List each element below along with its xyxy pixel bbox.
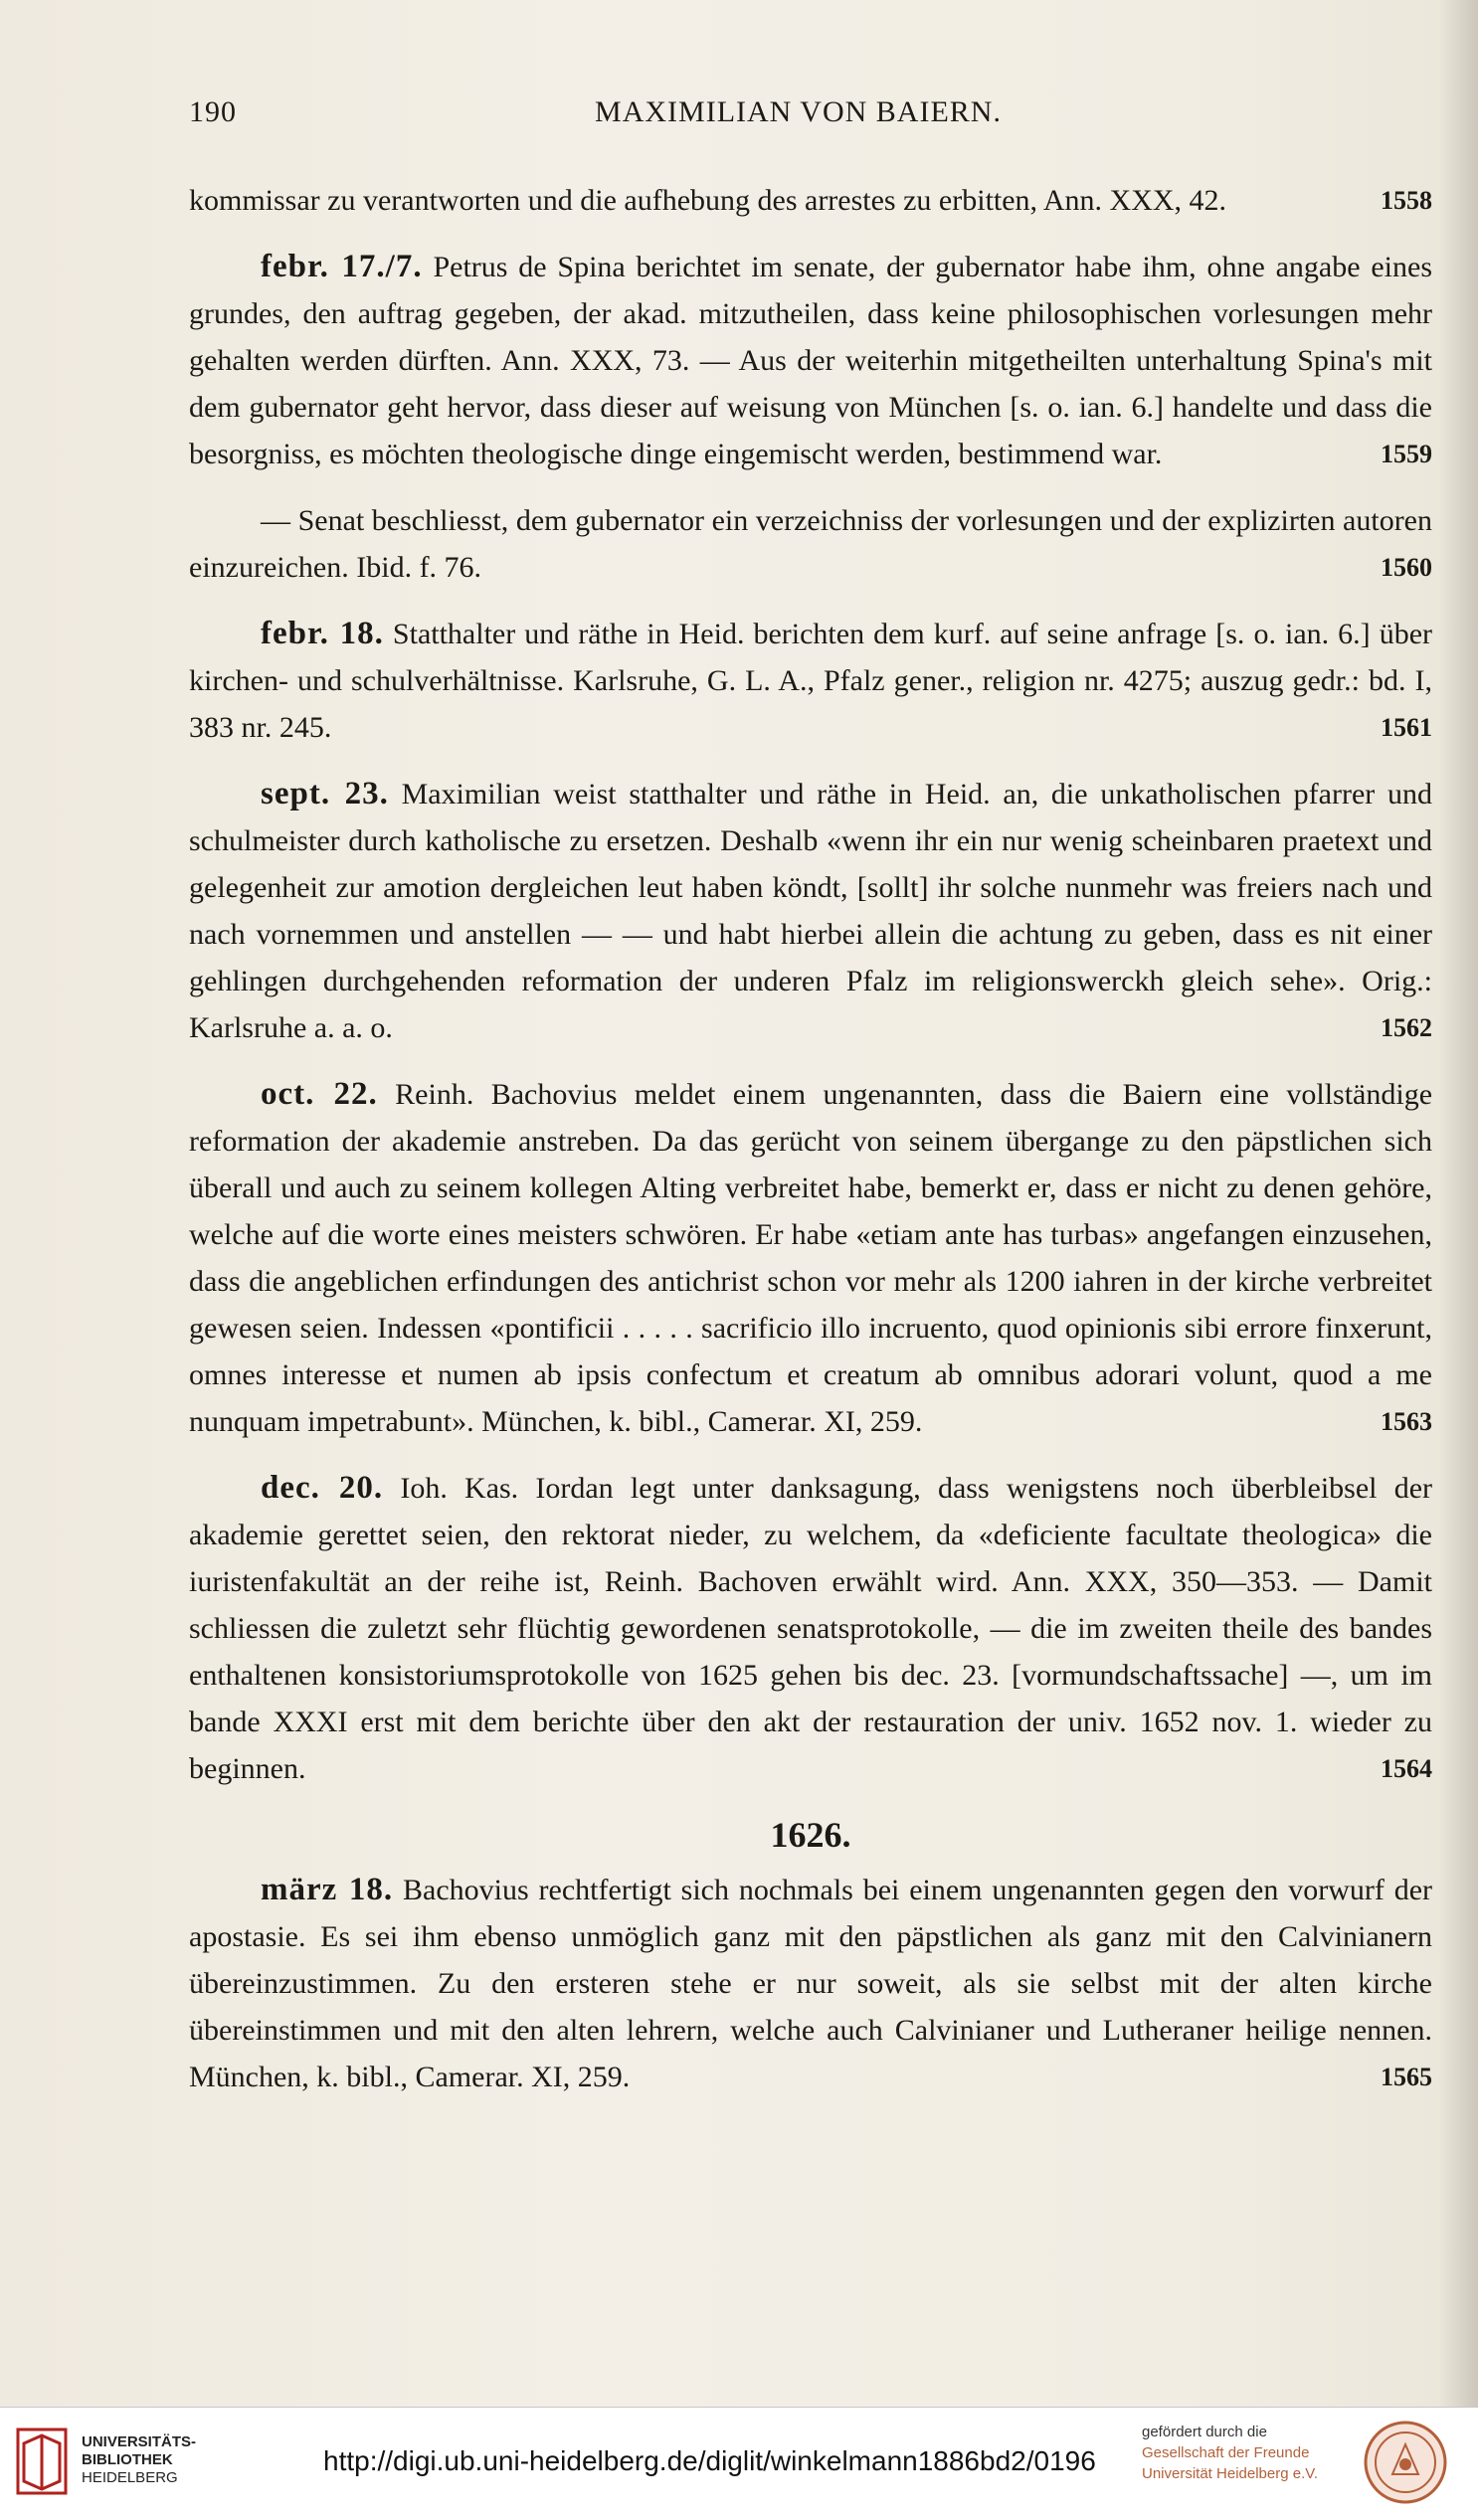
entry-date: febr. 17./7. — [261, 249, 423, 284]
library-line-2: BIBLIOTHEK — [82, 2451, 173, 2468]
register-entry — [189, 1867, 1432, 2100]
entry-paragraph — [189, 1465, 1432, 1792]
entry-date: dec. 20. — [261, 1470, 384, 1506]
entry-date: märz 18. — [261, 1872, 394, 1907]
register-entry — [189, 497, 1432, 591]
entry-text: Statthalter und räthe in Heid. berichten dem kurf. auf seine anfrage [s. o. ian. 6.] über kirchen- und schulverhältnisse. Karlsruhe, G. L. A., Pfalz gener., religion nr. 4275; auszug gedr.: bd. I, 383 nr. 245. — [189, 618, 1433, 744]
page-number: 190 — [189, 95, 237, 128]
register-entry — [189, 1071, 1432, 1445]
entry-paragraph — [189, 497, 1432, 591]
library-line-1: UNIVERSITÄTS- — [82, 2433, 197, 2450]
sponsor-line-1: gefördert durch die — [1142, 2424, 1267, 2440]
page-body — [189, 177, 1432, 2120]
university-library-logo-icon — [14, 2426, 70, 2497]
university-seal-icon — [1363, 2420, 1448, 2505]
sponsor-credit — [1142, 2422, 1318, 2484]
entry-text: Reinh. Bachovius meldet einem ungenannten, dass die Baiern eine vollständige reformation der akademie anstreben. Da das gerücht von seinem übergange zu den päpstlichen sich überall und auch zu seinem kollegen Alting verbreitet habe, bemerkt er, dass er nicht zu denen gehöre, welche auf die worte eines meisters schwören. Er habe «etiam ante has turbas» angefangen einzusehen, dass die angeblichen erfindungen des antichrist schon vor mehr als 1200 iahren in der kirche verbreitet gewesen seien. Indessen «pontificii . . . . . sacrificio illo incruento, quod opinionis sibi errore finxerunt, omnes interesse et numen ab ipsis confectum et creatum ab omnibus adorari volunt, quod a me nunquam impetrabunt». München, k. bibl., Camerar. XI, 259. — [189, 1078, 1433, 1438]
entry-number: 1564 — [1381, 1754, 1432, 1783]
entry-date: sept. 23. — [261, 776, 389, 811]
entry-number: 1558 — [1381, 186, 1432, 215]
entry-paragraph — [189, 177, 1432, 224]
entries-list — [189, 177, 1432, 1792]
register-entry — [189, 771, 1432, 1051]
sponsor-line-2: Gesellschaft der Freunde — [1142, 2444, 1310, 2461]
entry-text: kommissar zu verantworten und die aufhebung des arrestes zu erbitten, Ann. XXX, 42. — [189, 184, 1227, 217]
entry-number: 1563 — [1381, 1407, 1432, 1436]
entry-date: oct. 22. — [261, 1076, 378, 1112]
entry-paragraph — [189, 1071, 1432, 1445]
entries-list-1626 — [189, 1867, 1432, 2100]
entry-text: Petrus de Spina berichtet im senate, der gubernator habe ihm, ohne angabe eines grundes, den auftrag gegeben, der akad. mitzutheilen, dass keine philosophischen vorlesungen mehr gehalten werden dürften. Ann. XXX, 73. — Aus der weiterhin mitgetheilten unterhaltung Spina's mit dem gubernator geht hervor, dass dieser auf weisung von München [s. o. ian. 6.] handelte und dass die besorgniss, es möchten theologische dinge eingemischt werden, bestimmend war. — [189, 251, 1432, 470]
entry-text: Bachovius rechtfertigt sich nochmals bei einem ungenannten gegen den vorwurf der apostasie. Es sei ihm ebenso unmöglich ganz mit den päpstlichen als ganz mit den Calvinianern übereinzustimmen. Zu den ersteren stehe er nur soweit, als sie selbst mit der alten kirche übereinstimmen und mit den alten lehrern, welche auch Calvinianer und Lutheraner heilige nennen. München, k. bibl., Camerar. XI, 259. — [189, 1874, 1433, 2093]
entry-number: 1562 — [1381, 1013, 1432, 1042]
entry-paragraph — [189, 1867, 1432, 2100]
running-head — [189, 95, 1407, 135]
page-edge-shadow — [1438, 0, 1478, 2407]
library-name — [82, 2433, 196, 2487]
library-line-3: HEIDELBERG — [82, 2469, 178, 2486]
digitization-footer — [0, 2407, 1478, 2520]
entry-number: 1559 — [1381, 440, 1432, 468]
running-title: MAXIMILIAN VON BAIERN. — [595, 95, 1002, 128]
register-entry — [189, 244, 1432, 477]
entry-number: 1561 — [1381, 713, 1432, 742]
register-entry — [189, 1465, 1432, 1792]
permalink-url[interactable]: http://digi.ub.uni-heidelberg.de/diglit/winkelmann1886bd2/0196 — [323, 2445, 1096, 2476]
entry-paragraph — [189, 244, 1432, 477]
entry-paragraph — [189, 771, 1432, 1051]
year-heading: 1626. — [770, 1815, 851, 1855]
entry-number: 1565 — [1381, 2063, 1432, 2091]
entry-date: febr. 18. — [261, 616, 384, 651]
register-entry — [189, 611, 1432, 751]
entry-paragraph — [189, 611, 1432, 751]
entry-text: Ioh. Kas. Iordan legt unter danksagung, dass wenigstens noch überbleibsel der akademie gerettet seien, den rektorat nieder, zu welchem, da «deficiente facultate theologica» die iuristenfakultät an der reihe ist, Reinh. Bachoven erwählt wird. Ann. XXX, 350—353. — Damit schliessen die zuletzt sehr flüchtig gewordenen senatsprotokolle, — die im zweiten theile des bandes enthaltenen konsistoriumsprotokolle von 1625 gehen bis dec. 23. [vormundschaftssache] —, um im bande XXXI erst mit dem berichte über den akt der restauration der univ. 1652 nov. 1. wieder zu beginnen. — [189, 1472, 1433, 1785]
entry-number: 1560 — [1381, 553, 1432, 582]
entry-text: — Senat beschliesst, dem gubernator ein verzeichniss der vorlesungen und der explizirten autoren einzureichen. Ibid. f. 76. — [189, 504, 1432, 584]
entry-text: Maximilian weist statthalter und räthe in Heid. an, die unkatholischen pfarrer und schulmeister durch katholische zu ersetzen. Deshalb «wenn ihr ein nur wenig scheinbaren praetext und gelegenheit zur amotion dergleichen leut haben köndt, [sollt] ihr solche nunmehr was freiers nach und nach vornemmen und anstellen — — und habt hierbei allein die achtung zu geben, dass es nit einer gehlingen durchgehenden reformation der underen Pfalz im religionswerckh gleich sehe». Orig.: Karlsruhe a. a. o. — [189, 778, 1432, 1044]
sponsor-line-3: Universität Heidelberg e.V. — [1142, 2465, 1319, 2482]
register-entry — [189, 177, 1432, 224]
